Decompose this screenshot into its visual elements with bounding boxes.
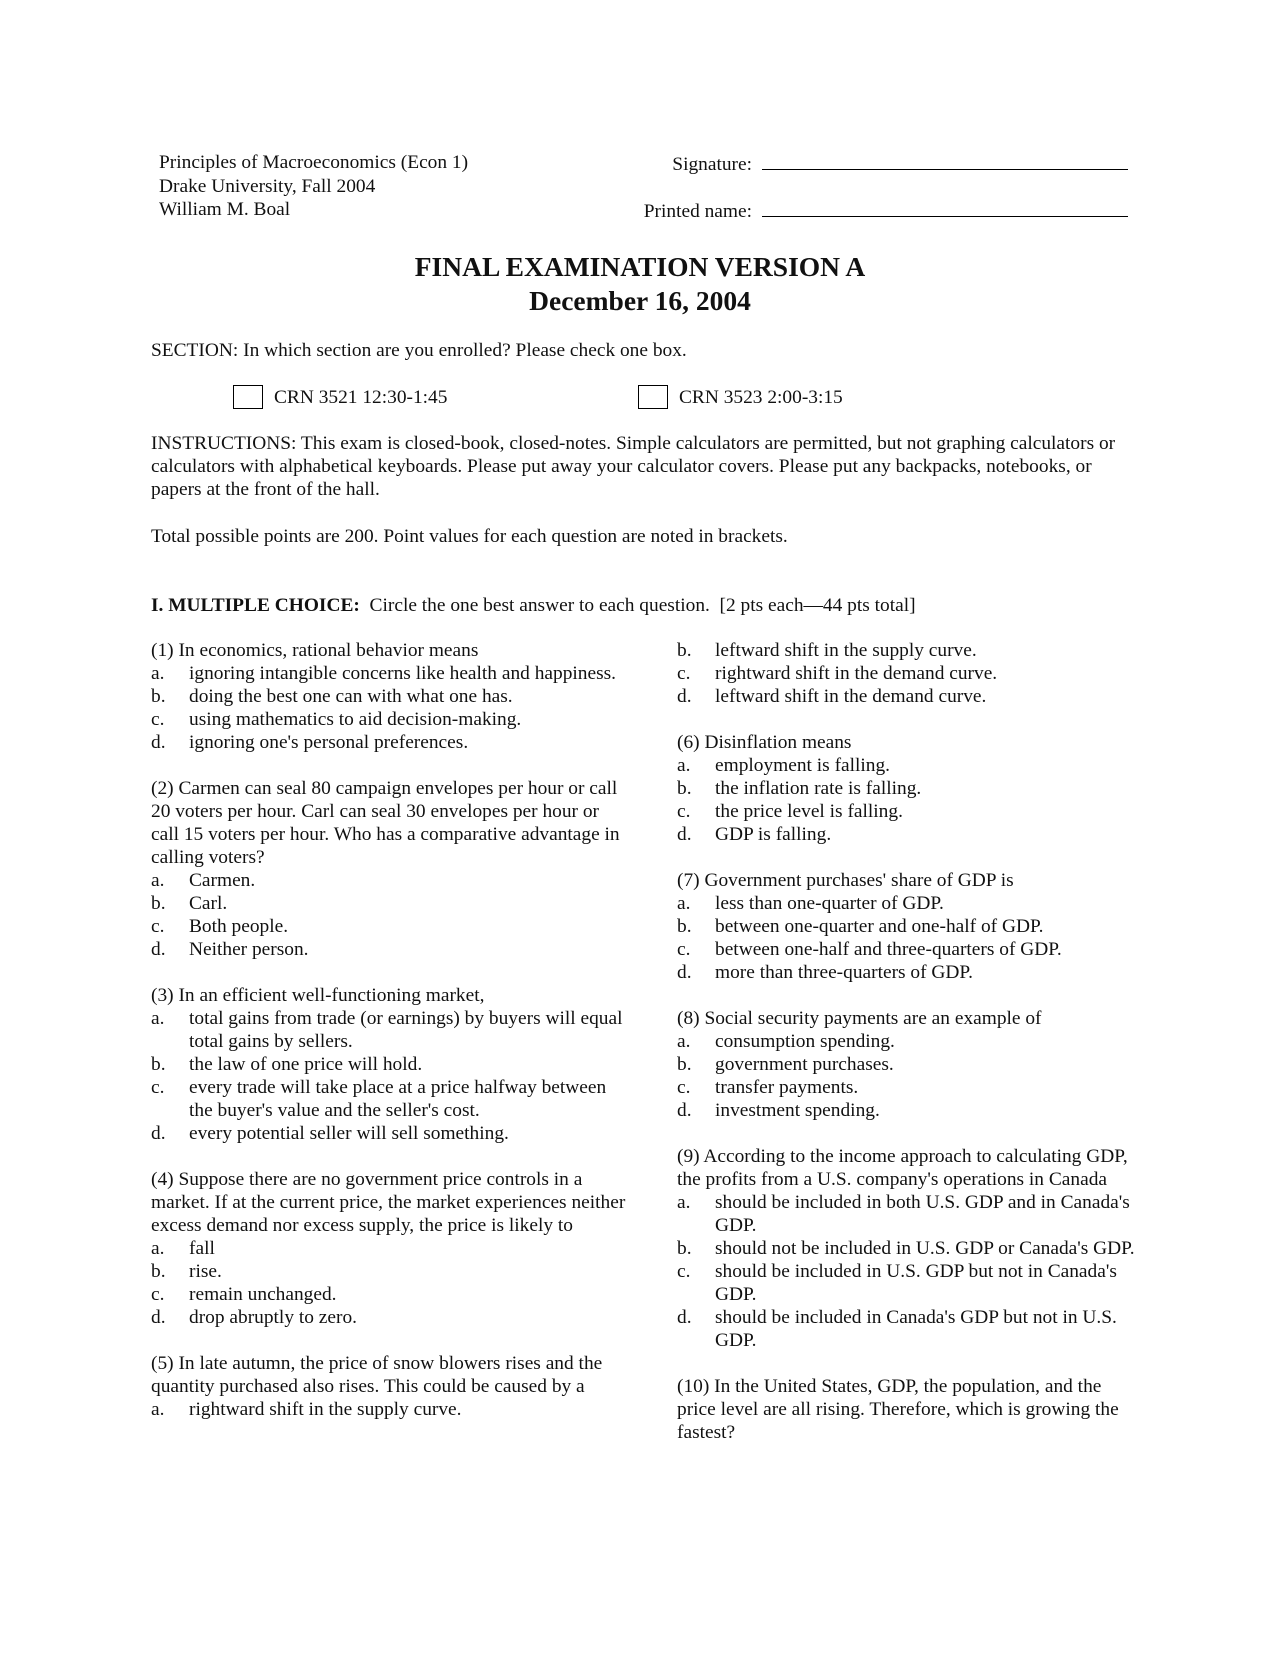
section-option-1: CRN 3521 12:30-1:45: [274, 387, 448, 408]
printed-name-field[interactable]: [762, 198, 1128, 217]
option-letter: d.: [151, 1307, 166, 1328]
option-text: ignoring one's personal preferences.: [189, 732, 469, 753]
option-letter: c.: [151, 1077, 165, 1098]
question: [677, 1145, 1137, 1352]
section-option-2: CRN 3523 2:00-3:15: [679, 387, 843, 408]
option-text: rightward shift in the supply curve.: [189, 1399, 462, 1420]
option-text: less than one-quarter of GDP.: [715, 893, 944, 914]
printed-name-row: [552, 198, 1128, 223]
option-text: leftward shift in the demand curve.: [715, 686, 987, 707]
part1-heading: [151, 594, 1136, 617]
answer-option[interactable]: [677, 1099, 1137, 1122]
option-text: transfer payments.: [715, 1077, 859, 1098]
option-letter: a.: [151, 1399, 165, 1420]
option-letter: c.: [677, 939, 691, 960]
question: [151, 639, 631, 754]
answer-option[interactable]: [677, 1076, 1137, 1099]
option-text: between one-half and three-quarters of GDP.: [715, 939, 1062, 960]
option-text: Neither person.: [189, 939, 309, 960]
answer-option[interactable]: [677, 1030, 1137, 1053]
part1-directions: Circle the one best answer to each question. [2 pts each—44 pts total]: [359, 595, 916, 616]
answer-option[interactable]: [677, 1191, 1137, 1237]
answer-option[interactable]: [151, 1053, 631, 1076]
answer-option[interactable]: [151, 685, 631, 708]
answer-option[interactable]: [677, 892, 1137, 915]
option-text: investment spending.: [715, 1100, 880, 1121]
part1-title: I. MULTIPLE CHOICE:: [151, 595, 360, 616]
section-prompt: SECTION: In which section are you enrolled? Please check one box.: [151, 340, 687, 361]
signature-field[interactable]: [762, 151, 1128, 170]
option-letter: c.: [677, 663, 691, 684]
printed-name-label: Printed name:: [643, 201, 752, 222]
option-text: every potential seller will sell something.: [189, 1123, 509, 1144]
option-text: should be included in both U.S. GDP and in Canada's GDP.: [715, 1192, 1130, 1236]
answer-option[interactable]: [677, 800, 1137, 823]
question: [677, 731, 1137, 846]
option-letter: c.: [677, 1077, 691, 1098]
answer-option[interactable]: [151, 1076, 631, 1122]
question: [151, 984, 631, 1145]
question-stem: (10) In the United States, GDP, the population, and the price level are all rising. Therefore, which is growing the fastest?: [677, 1376, 1119, 1443]
answer-option[interactable]: [151, 892, 631, 915]
option-letter: c.: [151, 1284, 165, 1305]
question-stem: (9) According to the income approach to calculating GDP, the profits from a U.S. company's operations in Canada: [677, 1146, 1128, 1190]
option-letter: b.: [151, 686, 166, 707]
option-letter: b.: [151, 893, 166, 914]
answer-option[interactable]: [677, 639, 1137, 662]
option-letter: c.: [677, 801, 691, 822]
answer-option[interactable]: [151, 1398, 631, 1421]
option-text: doing the best one can with what one has.: [189, 686, 513, 707]
option-text: the law of one price will hold.: [189, 1054, 423, 1075]
answer-option[interactable]: [151, 938, 631, 961]
question: [151, 1168, 631, 1329]
answer-option[interactable]: [151, 662, 631, 685]
question-stem: (2) Carmen can seal 80 campaign envelopes per hour or call 20 voters per hour. Carl can seal 30 envelopes per hour or call 15 voters per hour. Who has a comparative advantage in calling voters?: [151, 778, 620, 868]
answer-option[interactable]: [677, 1260, 1137, 1306]
option-text: rightward shift in the demand curve.: [715, 663, 998, 684]
option-letter: a.: [677, 755, 691, 776]
option-letter: a.: [151, 1238, 165, 1259]
option-text: every trade will take place at a price halfway between the buyer's value and the seller's cost.: [189, 1077, 607, 1121]
option-text: the price level is falling.: [715, 801, 903, 822]
answer-option[interactable]: [677, 823, 1137, 846]
question-stem: (6) Disinflation means: [677, 732, 852, 753]
option-text: Carl.: [189, 893, 228, 914]
option-text: remain unchanged.: [189, 1284, 337, 1305]
answer-option[interactable]: [677, 1237, 1137, 1260]
answer-option[interactable]: [151, 1306, 631, 1329]
option-letter: c.: [151, 709, 165, 730]
course-info: [159, 151, 468, 222]
option-text: total gains from trade (or earnings) by buyers will equal total gains by sellers.: [189, 1008, 623, 1052]
option-text: between one-quarter and one-half of GDP.: [715, 916, 1044, 937]
option-letter: b.: [677, 1054, 692, 1075]
question: [151, 777, 631, 961]
option-letter: b.: [151, 1054, 166, 1075]
option-text: employment is falling.: [715, 755, 891, 776]
question-stem: (5) In late autumn, the price of snow blowers rises and the quantity purchased also rises. This could be caused by a: [151, 1353, 603, 1397]
option-letter: c.: [151, 916, 165, 937]
option-letter: d.: [677, 962, 692, 983]
option-text: leftward shift in the supply curve.: [715, 640, 977, 661]
option-letter: d.: [677, 1307, 692, 1328]
answer-option[interactable]: [677, 938, 1137, 961]
instructor-name: William M. Boal: [159, 199, 291, 220]
school-term: Drake University, Fall 2004: [159, 175, 376, 197]
answer-option[interactable]: [151, 1122, 631, 1145]
option-text: the inflation rate is falling.: [715, 778, 922, 799]
option-letter: d.: [677, 824, 692, 845]
answer-option[interactable]: [151, 1237, 631, 1260]
answer-option[interactable]: [151, 731, 631, 754]
question: [677, 869, 1137, 984]
answer-option[interactable]: [151, 869, 631, 892]
option-letter: d.: [151, 732, 166, 753]
option-letter: a.: [677, 1031, 691, 1052]
option-letter: a.: [677, 893, 691, 914]
option-letter: a.: [151, 663, 165, 684]
option-letter: a.: [677, 1192, 691, 1213]
answer-option[interactable]: [677, 915, 1137, 938]
option-letter: a.: [151, 870, 165, 891]
question: [677, 1375, 1137, 1444]
section-checkbox-1[interactable]: [233, 385, 263, 409]
option-text: Both people.: [189, 916, 289, 937]
answer-option[interactable]: [151, 1260, 631, 1283]
option-letter: c.: [677, 1261, 691, 1282]
option-text: more than three-quarters of GDP.: [715, 962, 973, 983]
option-text: fall: [189, 1238, 215, 1259]
answer-option[interactable]: [677, 685, 1137, 708]
signature-label: Signature:: [672, 154, 752, 175]
instructions: INSTRUCTIONS: This exam is closed-book, closed-notes. Simple calculators are permitted, but not graphing calculators or calculators with alphabetical keyboards. Please put away your calculator covers. Please put any backpacks, notebooks, or papers at the front of the hall.: [151, 433, 1116, 500]
option-letter: b.: [151, 1261, 166, 1282]
option-letter: a.: [151, 1008, 165, 1029]
question-stem: (4) Suppose there are no government price controls in a market. If at the current price, the market experiences neither excess demand nor excess supply, the price is likely to: [151, 1169, 626, 1236]
signature-row: [552, 151, 1128, 176]
question-stem: (3) In an efficient well-functioning market,: [151, 985, 485, 1006]
option-letter: d.: [151, 1123, 166, 1144]
course-name: Principles of Macroeconomics (Econ 1): [159, 152, 469, 173]
option-letter: b.: [677, 778, 692, 799]
questions-right-column: [677, 639, 1137, 1467]
option-text: GDP is falling.: [715, 824, 832, 845]
section-checkbox-2[interactable]: [638, 385, 668, 409]
answer-option[interactable]: [151, 708, 631, 731]
option-text: Carmen.: [189, 870, 256, 891]
option-text: consumption spending.: [715, 1031, 895, 1052]
total-points: Total possible points are 200. Point values for each question are noted in brackets.: [151, 526, 788, 547]
option-letter: d.: [151, 939, 166, 960]
answer-option[interactable]: [677, 777, 1137, 800]
option-letter: b.: [677, 640, 692, 661]
option-text: ignoring intangible concerns like health and happiness.: [189, 663, 617, 684]
answer-option[interactable]: [151, 1007, 631, 1053]
answer-option[interactable]: [151, 1283, 631, 1306]
answer-option[interactable]: [677, 1053, 1137, 1076]
question-5-continued: [677, 639, 1137, 708]
option-letter: d.: [677, 686, 692, 707]
answer-option[interactable]: [677, 961, 1137, 984]
answer-option[interactable]: [677, 1306, 1137, 1352]
answer-option[interactable]: [677, 754, 1137, 777]
option-text: should be included in U.S. GDP but not in Canada's GDP.: [715, 1261, 1117, 1305]
option-letter: b.: [677, 1238, 692, 1259]
question: [151, 1352, 631, 1421]
option-text: drop abruptly to zero.: [189, 1307, 358, 1328]
option-text: should not be included in U.S. GDP or Canada's GDP.: [715, 1238, 1135, 1259]
question-stem: (8) Social security payments are an example of: [677, 1008, 1042, 1029]
exam-date: December 16, 2004: [529, 285, 751, 316]
option-letter: b.: [677, 916, 692, 937]
answer-option[interactable]: [151, 915, 631, 938]
option-text: should be included in Canada's GDP but not in U.S. GDP.: [715, 1307, 1117, 1351]
answer-option[interactable]: [677, 662, 1137, 685]
option-text: government purchases.: [715, 1054, 894, 1075]
option-text: rise.: [189, 1261, 222, 1282]
option-letter: d.: [677, 1100, 692, 1121]
questions-left-column: [151, 639, 631, 1444]
question: [677, 1007, 1137, 1122]
question-stem: (1) In economics, rational behavior means: [151, 640, 479, 661]
question-stem: (7) Government purchases' share of GDP is: [677, 870, 1014, 891]
option-text: using mathematics to aid decision-making.: [189, 709, 522, 730]
exam-title: FINAL EXAMINATION VERSION A: [414, 251, 866, 282]
